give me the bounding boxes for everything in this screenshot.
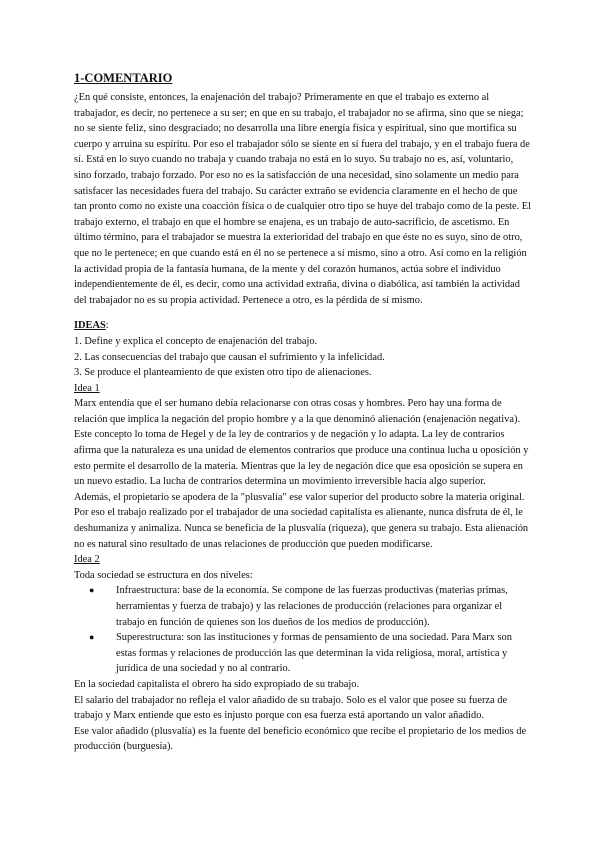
idea1-paragraph: Marx entendía que el ser humano debía relacionarse con otras cosas y hombres. Pero hay una forma de relación que implica la negación del propio hombre y a la que denominó alienación (enajenación negativa). Este concepto lo toma de Hegel y de la ley de contrarios y de negación y lo adapta. La ley de contrarios afirma que la naturaleza es una unidad de elementos contrarios que produce una continua lucha u oposición y esto permite el desarrollo de la materia. Mientras que la ley de negación dice que esa oposición se supera en un nuevo estadio. La lucha de contrarios determina un movimiento irreversible hacia algo superior. [74, 398, 529, 488]
idea2-closing-line: El salario del trabajador no refleja el valor añadido de su trabajo. Solo es el valor que posee su fuerza de trabajo y Marx entiende que esto es injusto porque con esa fuerza está aportando un valor añadido. [74, 694, 508, 722]
bullet-text: Superestructura: son las instituciones y formas de pensamiento de una sociedad. Para Marx son estas formas y relaciones de producción las que determinan la vida religiosa, moral, artística y jurídica de una sociedad y no al contrario. [116, 632, 512, 675]
ideas-title: IDEAS [74, 320, 106, 332]
ideas-heading [74, 318, 532, 334]
idea2-section [74, 552, 532, 755]
idea1-paragraph: Además, el propietario se apodera de la "plusvalía" ese valor superior del producto sobre la materia original. Por eso el trabajo realizado por el trabajador de una sociedad capitalista es alienante, nunca disfruta de él, le deshumaniza y animaliza. Nunca se beneficia de la plusvalía (riqueza), que genera su trabajo. Esta alienación no es natural sino resultado de unas relaciones de producción que pueden modificarse. [74, 491, 529, 550]
bullet-item-infraestructura [89, 583, 532, 630]
idea-list-item: 3. Se produce el planteamiento de que existen otro tipo de alienaciones. [74, 367, 372, 379]
document-page [74, 70, 532, 755]
idea2-closing-line: Ese valor añadido (plusvalía) es la fuente del beneficio económico que recibe el propietario de los medios de producción (burguesía). [74, 725, 527, 753]
comment-paragraph: ¿En qué consiste, entonces, la enajenación del trabajo? Primeramente en que el trabajo es externo al trabajador, es decir, no pertenece a su ser; en que en su trabajo, el trabajador no se afirma, sino que se niega; no se siente feliz, sino desgraciado; no desarrolla una libre energía física y espiritual, sino que mortifica su cuerpo y arruina su espíritu. Por eso el trabajador sólo se siente en sí fuera del trabajo, y en el trabajo fuera de sí. Está en lo suyo cuando no trabaja y cuando trabaja no está en lo suyo. Su trabajo no es, así, voluntario, sino forzado, trabajo forzado. Por eso no es la satisfacción de una necesidad, sino solamente un medio para satisfacer las necesidades fuera del trabajo. Su carácter extraño se evidencia claramente en el hecho de que tan pronto como no existe una coacción física o de cualquier otro tipo se huye del trabajo como de la peste. El trabajo externo, el trabajo en que el hombre se enajena, es un trabajo de auto-sacrificio, de ascetismo. En último término, para el trabajador se muestra la exterioridad del trabajo en que éste no es suyo, sino de otro, que no le pertenece; en que cuando está en él no se pertenece a sí mismo, sino a otro. Así como en la religión la actividad propia de la fantasía humana, de la mente y del corazón humanos, actúa sobre el individuo independientemente de él, es decir, como una actividad extraña, divina o diabólica, así también la actividad del trabajador no es su propia actividad. Pertenece a otro, es la pérdida de sí mismo. [74, 92, 532, 306]
section-heading: 1-COMENTARIO [74, 71, 173, 85]
bullet-icon: ● [89, 585, 95, 596]
idea1-section [74, 381, 532, 553]
ideas-section [74, 318, 532, 380]
idea2-bullet-list [74, 583, 532, 677]
idea1-heading: Idea 1 [74, 382, 100, 394]
bullet-item-superestructura [89, 630, 532, 677]
ideas-colon: : [105, 320, 109, 332]
idea-list-item: 2. Las consecuencias del trabajo que causan el sufrimiento y la infelicidad. [74, 351, 385, 363]
idea2-closing-line: En la sociedad capitalista el obrero ha sido expropiado de su trabajo. [74, 678, 360, 690]
bullet-icon: ● [89, 632, 95, 643]
idea2-intro: Toda sociedad se estructura en dos niveles: [74, 569, 253, 581]
idea2-heading: Idea 2 [74, 554, 100, 566]
bullet-text: Infraestructura: base de la economía. Se compone de las fuerzas productivas (materias primas, herramientas y fuerza de trabajo) y las relaciones de producción (relaciones para organizar el trabajo en función de quienes son los dueños de los medios de producción). [116, 585, 508, 628]
idea-list-item: 1. Define y explica el concepto de enajenación del trabajo. [74, 335, 318, 347]
